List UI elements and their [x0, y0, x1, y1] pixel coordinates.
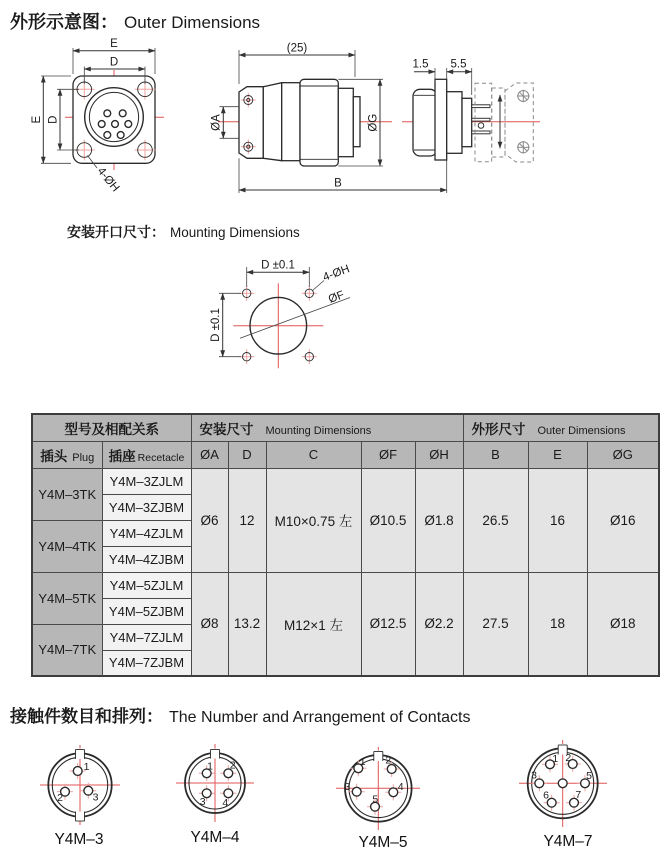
contact-diagram-y4m5 — [336, 747, 420, 851]
model-label-y4m5: Y4M–5 — [358, 834, 408, 851]
dim-5-5: 5.5 — [450, 58, 467, 71]
plug-model: Y4M–3TK — [32, 468, 102, 520]
outer-dimensions-title-zh: 外形示意图： — [10, 12, 118, 32]
value-h: Ø1.8 — [415, 468, 463, 572]
mounting-hole-drawing — [0, 240, 662, 410]
mounting-hole — [302, 349, 317, 364]
outer-dimensions-title-en: Outer Dimensions — [124, 13, 261, 32]
receptacle-model: Y4M–7ZJLM — [102, 624, 191, 650]
dim-e-top: E — [110, 38, 118, 51]
mounting-dimensions-title-en: Mounting Dimensions — [170, 225, 300, 240]
value-c: M12×1 左 — [266, 572, 361, 676]
model-label-y4m3: Y4M–3 — [54, 831, 104, 848]
value-c: M10×0.75 左 — [266, 468, 361, 572]
header-col-c: C — [266, 441, 361, 468]
contacts-section-title — [10, 702, 471, 727]
header-mounting-group: 安装尺寸 Mounting Dimensions — [191, 414, 463, 441]
pin-label: 4 — [222, 797, 229, 810]
value-f: Ø12.5 — [361, 572, 415, 676]
value-b: 26.5 — [463, 468, 528, 572]
contact-pin — [558, 779, 567, 788]
contact-diagram-y4m4 — [176, 744, 254, 846]
value-g: Ø18 — [587, 572, 659, 676]
dim-d-top: D — [109, 56, 119, 69]
pin-label: 1 — [83, 761, 90, 773]
dim-a: ØA — [210, 114, 223, 131]
dim-b: B — [334, 177, 342, 190]
spec-table — [31, 413, 660, 677]
header-receptacle: 插座 Recetacle — [102, 441, 191, 468]
receptacle-model: Y4M–4ZJBM — [102, 546, 191, 572]
dim-holes-label: 4-ØH — [321, 263, 352, 284]
pin-label: 6 — [543, 789, 549, 802]
pin-label: 2 — [565, 751, 572, 764]
receptacle-side-view-drawing — [402, 59, 540, 163]
pin-label: 2 — [57, 792, 63, 804]
header-outer-group: 外形尺寸 Outer Dimensions — [463, 414, 659, 441]
dim-holes-label: 4-ØH — [94, 165, 122, 195]
front-view-drawing — [31, 38, 164, 194]
mounting-dimensions-title — [67, 222, 300, 242]
dim-d-tol-top: D ±0.1 — [261, 259, 295, 272]
value-b: 27.5 — [463, 572, 528, 676]
pin-label: 2 — [229, 759, 236, 772]
value-e: 16 — [528, 468, 587, 572]
header-col-d: D — [228, 441, 266, 468]
header-model-group: 型号及相配关系 — [32, 414, 191, 441]
contacts-section-title-zh: 接触件数目和排列： — [10, 707, 163, 726]
value-g: Ø16 — [587, 468, 659, 572]
mating-screw-symbol — [517, 141, 530, 154]
table-row — [32, 572, 659, 598]
dim-f-label: ØF — [326, 289, 347, 306]
header-col-e: E — [528, 441, 587, 468]
receptacle-pins — [472, 105, 490, 134]
mounting-hole — [302, 286, 317, 301]
dim-d-left: D — [47, 115, 60, 124]
contacts-section-title-en: The Number and Arrangement of Contacts — [169, 709, 471, 726]
header-col-a: ØA — [191, 441, 228, 468]
pin-label: 3 — [199, 796, 206, 809]
model-label-y4m7: Y4M–7 — [543, 833, 593, 850]
model-label-y4m4: Y4M–4 — [190, 829, 240, 846]
mating-screw-symbol — [517, 90, 530, 103]
outer-dimensions-title — [10, 8, 260, 34]
contact-diagram-y4m7 — [519, 740, 607, 850]
pin-label: 3 — [344, 781, 351, 794]
pin-label: 5 — [586, 770, 592, 783]
receptacle-model: Y4M–3ZJBM — [102, 494, 191, 520]
dim-1-5: 1.5 — [412, 58, 429, 71]
mounting-hole — [239, 349, 254, 364]
plug-side-view-drawing — [211, 43, 447, 194]
value-f: Ø10.5 — [361, 468, 415, 572]
pin-label: 1 — [207, 760, 213, 773]
value-h: Ø2.2 — [415, 572, 463, 676]
pin-label: 3 — [92, 791, 99, 804]
value-d: 13.2 — [228, 572, 266, 676]
pin-label: 3 — [531, 769, 537, 782]
pin-label: 7 — [575, 788, 582, 801]
mounting-dimensions-title-zh: 安装开口尺寸： — [67, 224, 165, 240]
dim-25: (25) — [286, 42, 308, 55]
receptacle-model: Y4M–4ZJLM — [102, 520, 191, 546]
header-col-h: ØH — [415, 441, 463, 468]
dim-g: ØG — [367, 113, 380, 132]
contact-arrangements — [0, 735, 662, 862]
outer-dimensions-drawing — [0, 35, 662, 207]
pin-label: 5 — [372, 793, 379, 806]
receptacle-model: Y4M–5ZJLM — [102, 572, 191, 598]
pin-label: 1 — [552, 752, 559, 765]
receptacle-model: Y4M–3ZJLM — [102, 468, 191, 494]
mounting-hole — [239, 286, 254, 301]
dim-e-left: E — [30, 115, 43, 124]
value-a: Ø8 — [191, 572, 228, 676]
plug-model: Y4M–7TK — [32, 624, 102, 676]
header-col-g: ØG — [587, 441, 659, 468]
receptacle-model: Y4M–7ZJBM — [102, 650, 191, 676]
plug-model: Y4M–5TK — [32, 572, 102, 624]
contact-pin — [349, 784, 365, 800]
contact-diagram-y4m3 — [40, 745, 120, 848]
header-col-b: B — [463, 441, 528, 468]
plug-model: Y4M–4TK — [32, 520, 102, 572]
header-plug: 插头 Plug — [32, 441, 102, 468]
table-row — [32, 468, 659, 494]
pin-label: 2 — [385, 754, 392, 767]
dim-d-tol-left: D ±0.1 — [210, 308, 222, 342]
header-col-f: ØF — [361, 441, 415, 468]
value-e: 18 — [528, 572, 587, 676]
pin-label: 4 — [397, 781, 404, 794]
receptacle-model: Y4M–5ZJBM — [102, 598, 191, 624]
value-d: 12 — [228, 468, 266, 572]
value-a: Ø6 — [191, 468, 228, 572]
pin-label: 1 — [359, 756, 366, 769]
